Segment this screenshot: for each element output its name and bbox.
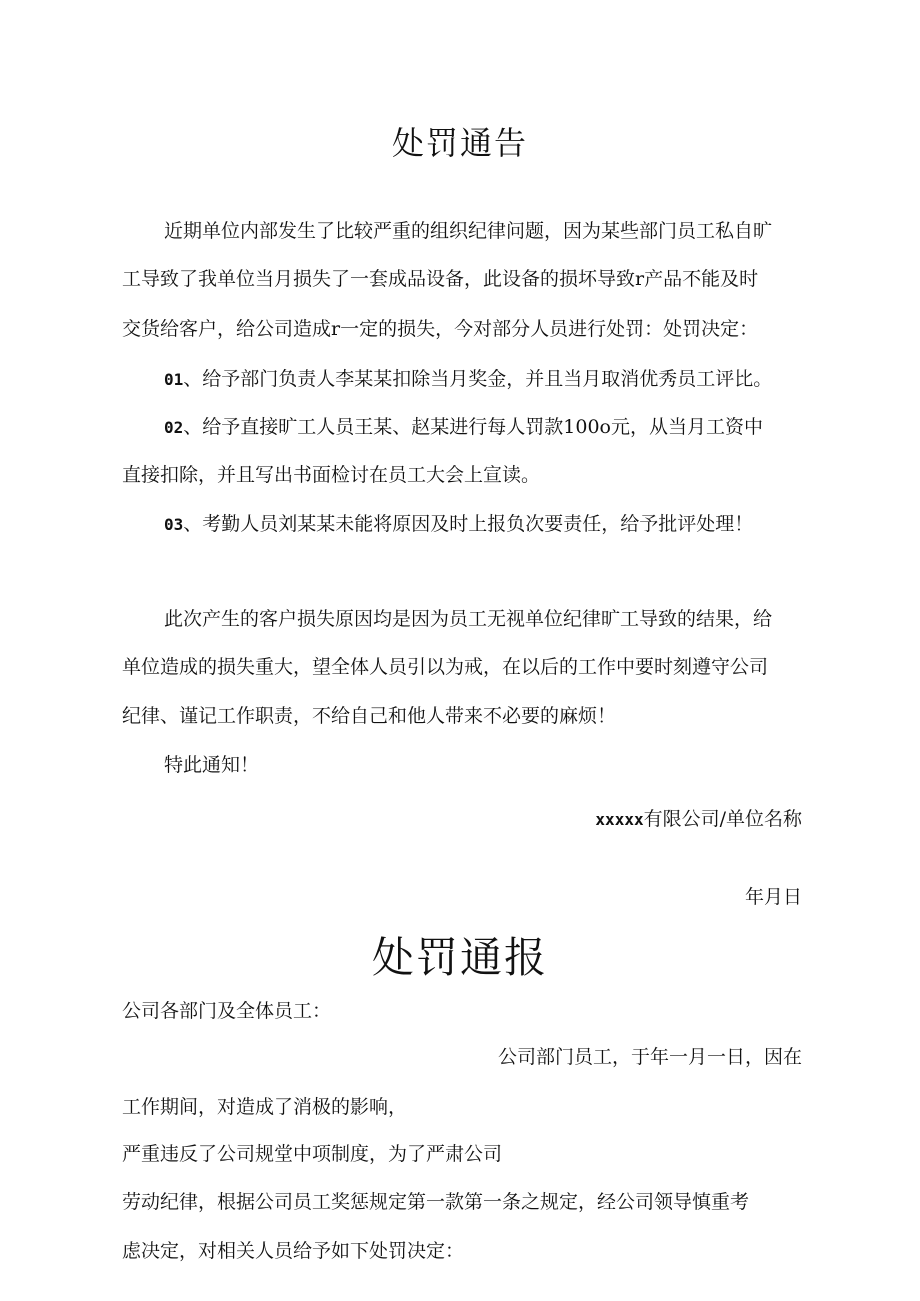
signature-company-name: 有限公司/单位名称 — [643, 808, 802, 830]
item-text: 、给予直接旷工人员王某、赵某进行每人罚款100o元，从当月工资中 — [183, 416, 763, 438]
item-text: 、考勤人员刘某某未能将原因及时上报负次要责任，给予批评处理！ — [183, 513, 754, 535]
report-line: 虑决定，对相关人员给予如下处罚决定： — [122, 1240, 465, 1262]
report-line: 严重违反了公司规堂中项制度，为了严肃公司 — [122, 1143, 503, 1165]
report-line: 公司部门员工，于年一月一日，因在 — [497, 1046, 802, 1068]
report-line: 劳动纪律，根据公司员工奖惩规定第一款第一条之规定，经公司领导慎重考 — [122, 1191, 750, 1213]
item-number: 01 — [164, 370, 184, 389]
notice-para1-line: 工导致了我单位当月损失了一套成品设备，此设备的损坏导致r产品不能及时 — [122, 268, 759, 290]
item-text: 、给予部门负责人李某某扣除当月奖金，并且当月取消优秀员工评比。 — [183, 368, 773, 390]
notice-para1-line: 交货给客户，给公司造成r一定的损失，今对部分人员进行处罚：处罚决定： — [122, 318, 759, 340]
notice-para2-line: 此次产生的客户损失原因均是因为员工无视单位纪律旷工导致的结果，给 — [164, 608, 773, 630]
notice-para2-line: 纪律、谨记工作职责，不给自己和他人带来不必要的麻烦！ — [122, 705, 617, 727]
item-number: 02 — [164, 418, 184, 437]
notice-closing: 特此通知！ — [164, 754, 260, 776]
notice-item-2 — [164, 414, 824, 441]
notice-signature — [120, 806, 802, 833]
notice-item-3 — [164, 511, 824, 538]
notice-date: 年月日 — [744, 886, 802, 908]
signature-company-mark: xxxxx — [595, 810, 644, 829]
report-title: 处罚通报 — [371, 933, 548, 982]
notice-title: 处罚通告 — [391, 124, 528, 162]
report-greeting: 公司各部门及全体员工： — [122, 1000, 332, 1022]
item-number: 03 — [164, 515, 184, 534]
notice-item-2-cont: 直接扣除，并且写出书面检讨在员工大会上宣读。 — [122, 464, 541, 486]
notice-item-1 — [164, 366, 824, 393]
notice-para1-line: 近期单位内部发生了比较严重的组织纪律问题，因为某些部门员工私自旷 — [164, 220, 773, 242]
report-line: 工作期间，对造成了消极的影响， — [122, 1096, 408, 1118]
notice-para2-line: 单位造成的损失重大，望全体人员引以为戒，在以后的工作中要时刻遵守公司 — [122, 656, 769, 678]
